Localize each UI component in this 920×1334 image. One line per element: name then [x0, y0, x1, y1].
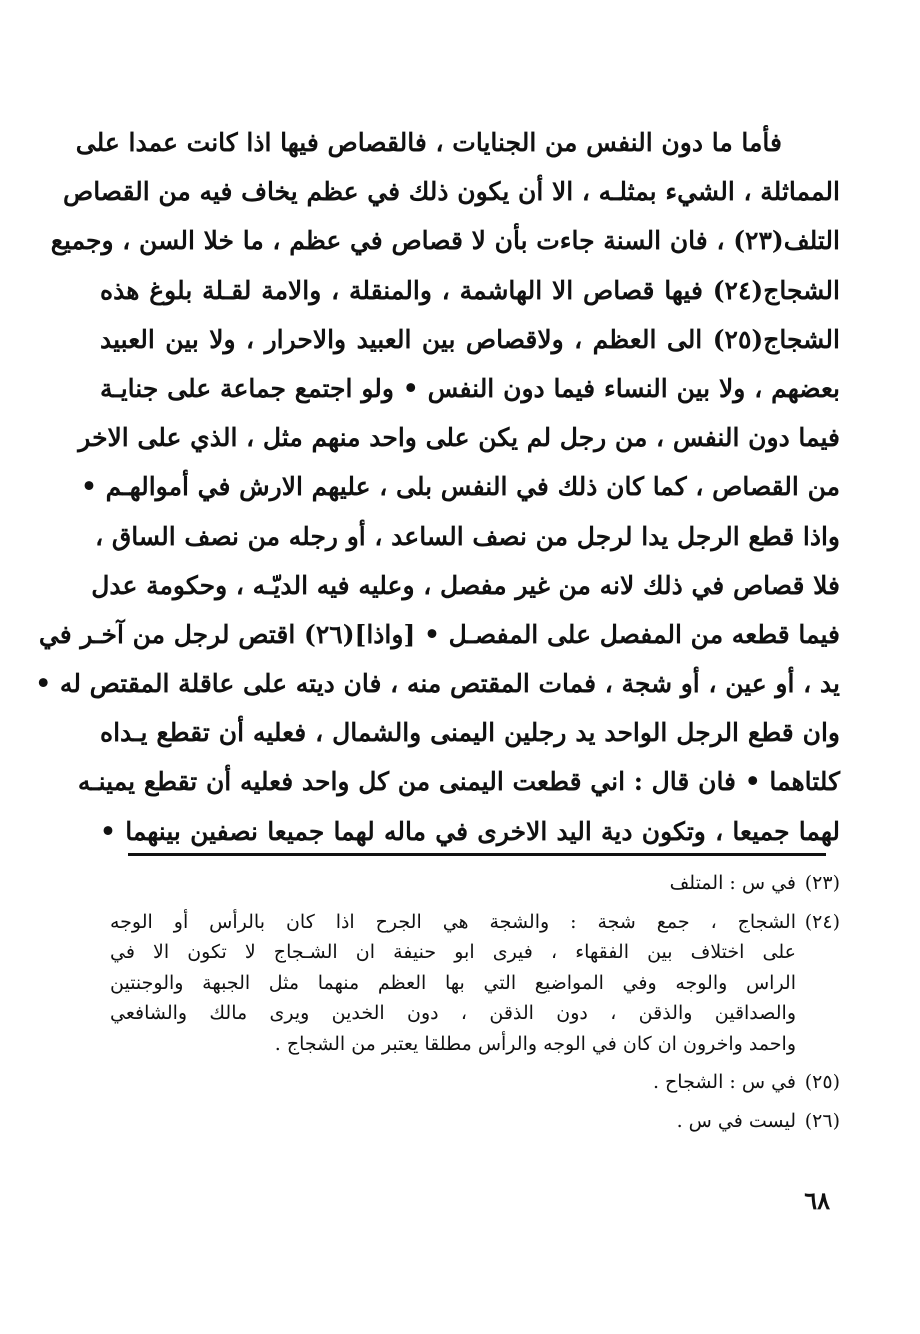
footnotes [110, 868, 840, 1144]
footnote-24 [110, 907, 840, 1060]
text-line: فأما ما دون النفس من الجنايات ، فالقصاص فيها اذا كانت عمدا على [75, 128, 782, 157]
text-line: واذا قطع الرجل يدا لرجل من نصف الساعد ، أو رجله من نصف الساق ، [95, 521, 840, 551]
text-line: كلتاهما • فان قال : اني قطعت اليمنى من كل واحد فعليه أن تقطع يمينـه [77, 767, 840, 797]
footnote-line: الراس والوجه وفي المواضيع التي بها العظم منهما مثل الجبهة والوجنتين [110, 971, 796, 994]
text-line: الشجاج(٢٥) الى العظم ، ولاقصاص بين العبيد والاحرار ، ولا بين العبيد [100, 324, 840, 354]
text-line: التلف(٢٣) ، فان السنة جاءت بأن لا قصاص في عظم ، ما خلا السن ، وجميع [50, 226, 840, 256]
main-text [35, 118, 840, 856]
text-line: وان قطع الرجل الواحد يد رجلين اليمنى والشمال ، فعليه أن تقطع يـداه [100, 718, 840, 748]
footnote-text [110, 868, 796, 899]
text-line: لهما جميعا ، وتكون دية اليد الاخرى في ماله لهما جميعا نصفين بينهما • [100, 816, 840, 846]
page-number: ٦٨ [804, 1186, 830, 1215]
footnote-number: (٢٤) [804, 910, 840, 933]
text-line: فلا قصاص في ذلك لانه من غير مفصل ، وعليه فيه الديّـه ، وحكومة عدل [91, 570, 840, 600]
text-line: الشجاج(٢٤) فيها قصاص الا الهاشمة ، والمنقلة ، والامة لقـلة بلوغ هذه [100, 275, 840, 305]
footnote-line: والصداقين والذقن ، دون الذقن ، دون الخدين ويرى مالك والشافعي [110, 1002, 796, 1024]
footnote-text [110, 1067, 796, 1098]
footnote-number: (٢٦) [804, 1109, 840, 1132]
footnote-text [110, 1106, 796, 1137]
footnote-text [110, 907, 796, 1060]
footnote-number: (٢٣) [804, 872, 840, 894]
footnote-separator [128, 853, 826, 856]
footnote-line: ليست في س . [676, 1109, 796, 1132]
footnote-line: في س : المتلف [669, 872, 796, 894]
footnote-line: في س : الشجاح . [652, 1071, 796, 1093]
text-line: بعضهم ، ولا بين النساء فيما دون النفس • ولو اجتمع جماعة على جنايـة [100, 373, 840, 403]
footnote-line: على اختلاف بين الفقهاء ، فيرى ابو حنيفة ان الشـجاج لا تكون الا في [110, 941, 796, 963]
footnote-23 [110, 868, 840, 899]
footnote-25 [110, 1067, 840, 1098]
text-line: المماثلة ، الشيء بمثلـه ، الا أن يكون ذلك في عظم يخاف فيه من القصاص [62, 177, 840, 207]
text-line: فيما قطعه من المفصل على المفصـل • [واذا](٢٦) اقتص لرجل من آخـر في [38, 619, 840, 649]
footnote-number: (٢٥) [804, 1071, 840, 1093]
footnote-26 [110, 1106, 840, 1137]
text-line: فيما دون النفس ، من رجل لم يكن على واحد منهم مثل ، الذي على الاخر [78, 423, 840, 453]
footnote-line: الشجاج ، جمع شجة : والشجة هي الجرح اذا كان بالرأس أو الوجه [110, 910, 796, 933]
footnote-line: واحمد واخرون ان كان في الوجه والرأس مطلقا يعتبر من الشجاج . [274, 1032, 796, 1055]
text-line: يد ، أو عين ، أو شجة ، فمات المقتص منه ، فان ديته على عاقلة المقتص له • [35, 669, 840, 699]
text-line: من القصاص ، كما كان ذلك في النفس بلى ، عليهم الارش في أموالهـم • [80, 472, 840, 502]
